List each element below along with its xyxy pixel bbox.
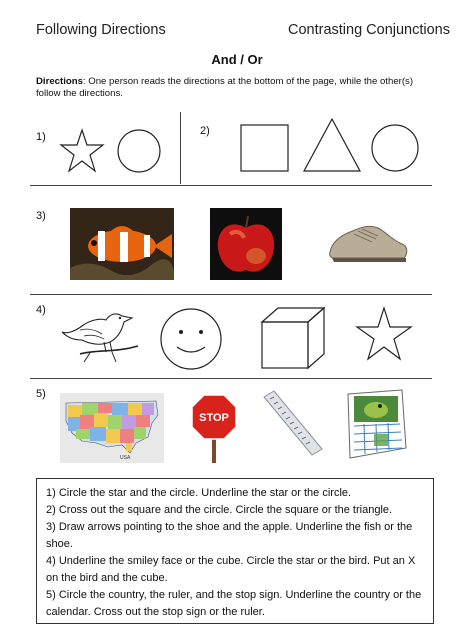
star-shape-1 xyxy=(58,128,106,174)
usa-map-image xyxy=(60,393,164,463)
triangle-shape xyxy=(302,117,362,173)
directions-label: Directions xyxy=(36,76,83,87)
section-1-number: 1) xyxy=(36,131,46,143)
circle-shape-1 xyxy=(116,128,162,174)
stop-sign-text: STOP xyxy=(199,412,229,424)
instruction-1: 1) Circle the star and the circle. Underline the star or the circle. xyxy=(46,487,352,499)
section-divider-1 xyxy=(30,185,432,186)
smiley-face-drawing xyxy=(159,307,223,371)
instruction-2: 2) Cross out the square and the circle. Circle the square or the triangle. xyxy=(46,504,393,516)
section-5-number: 5) xyxy=(36,388,46,400)
worksheet-header-left: Following Directions xyxy=(36,22,166,38)
instruction-4: 4) Underline the smiley face or the cube. Circle the star or the bird. Put an X on the bird and the cube. xyxy=(46,555,416,584)
instruction-5: 5) Circle the country, the ruler, and the stop sign. Underline the country or the calendar. Cross out the stop sign or the ruler. xyxy=(46,589,422,618)
section-2-number: 2) xyxy=(200,125,210,137)
bird-drawing xyxy=(60,308,140,366)
calendar-image xyxy=(338,388,408,464)
map-caption: USA xyxy=(120,455,131,461)
section-4-number: 4) xyxy=(36,304,46,316)
section-divider-2 xyxy=(30,294,432,295)
clownfish-image xyxy=(70,208,174,280)
stop-sign-image xyxy=(190,393,238,463)
ruler-image xyxy=(262,389,324,457)
square-shape xyxy=(240,124,290,172)
worksheet-header-right: Contrasting Conjunctions xyxy=(287,22,450,38)
circle-shape-2 xyxy=(370,123,420,173)
section-divider-vertical xyxy=(180,112,181,184)
instruction-3: 3) Draw arrows pointing to the shoe and the apple. Underline the fish or the shoe. xyxy=(46,521,413,550)
section-3-number: 3) xyxy=(36,210,46,222)
directions-text: : One person reads the directions at the bottom of the page, while the other(s) follow the directions. xyxy=(36,76,414,99)
page-title: And / Or xyxy=(211,52,263,67)
cube-drawing xyxy=(260,306,326,370)
apple-image xyxy=(210,208,282,280)
star-shape-2 xyxy=(354,306,414,362)
directions xyxy=(36,76,436,100)
section-divider-3 xyxy=(30,378,432,379)
shoe-image xyxy=(326,218,410,268)
instructions-box xyxy=(36,478,434,624)
